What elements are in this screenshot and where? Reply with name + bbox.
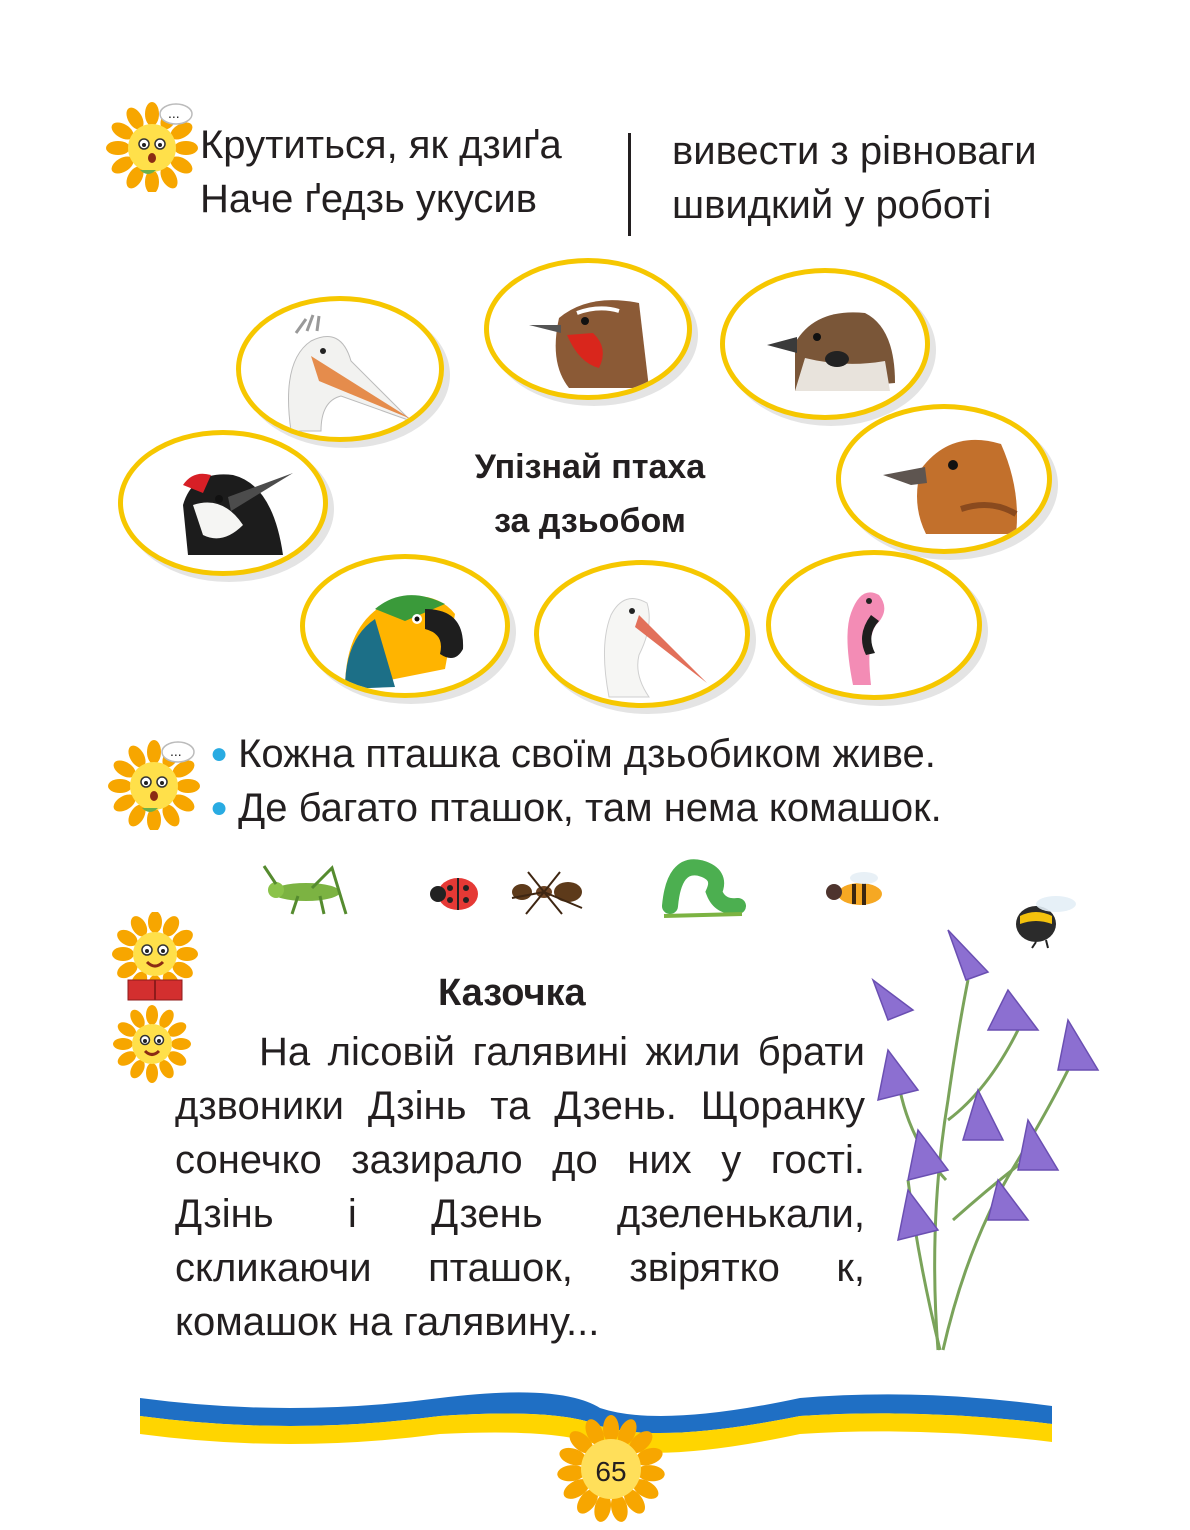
- parrot-icon: [305, 559, 505, 693]
- flamingo-icon: [771, 555, 977, 695]
- ladybug-icon: [424, 868, 486, 918]
- bird-oval-parrot: [300, 554, 510, 698]
- grasshopper-icon: [262, 862, 358, 920]
- bird-oval-robin: [484, 258, 692, 400]
- proverb-item: [210, 730, 936, 778]
- svg-text:...: ...: [170, 743, 182, 759]
- svg-text:...: ...: [168, 105, 180, 121]
- woodpecker-icon: [123, 435, 323, 571]
- idioms-divider: [628, 133, 631, 236]
- bird-oval-pelican: [236, 296, 444, 442]
- sunflower-reading-mascot-icon: [108, 912, 202, 1004]
- stork-icon: [539, 565, 745, 703]
- idiom-meaning-item: вивести з рівноваги: [672, 129, 1037, 173]
- caterpillar-icon: [660, 848, 746, 922]
- bird-oval-sparrow: [720, 268, 930, 420]
- proverb-text: Де багато пташок, там нема комашок.: [238, 786, 942, 830]
- sunflower-mascot-icon: [108, 738, 200, 830]
- idiom-item: Крутиться, як дзиґа: [200, 123, 562, 167]
- bee-icon: [816, 868, 896, 916]
- birds-title-line: Упізнай птаха: [474, 448, 706, 486]
- robin-icon: [489, 263, 687, 395]
- story-text: На лісовій галявині жили брати дзвоники Дзінь та Дзень. Щоранку сонечко зазирало до них у гості. Дзінь і Дзень дзеленькали, скликаючи пташок, звірятко к, комашок на галявину...: [175, 1030, 865, 1344]
- sparrow-icon: [725, 273, 925, 415]
- bullet-icon: ●: [210, 737, 229, 770]
- story-title: Казочка: [438, 972, 586, 1014]
- page-number: 65: [595, 1456, 627, 1487]
- idiom-item: Наче ґедзь укусив: [200, 177, 537, 221]
- bird-oval-flamingo: [766, 550, 982, 700]
- birds-title: [400, 440, 780, 548]
- idioms-left-column: [200, 118, 562, 226]
- bellflower-icon: [868, 920, 1108, 1360]
- ant-icon: [504, 862, 592, 922]
- bullet-icon: ●: [210, 791, 229, 824]
- sunflower-mascot-icon: [106, 100, 198, 192]
- idioms-right-column: [672, 124, 1037, 232]
- birds-title-line: за дзьобом: [494, 502, 686, 540]
- proverb-item: [210, 784, 942, 832]
- bird-oval-woodpecker: [118, 430, 328, 576]
- bird-oval-stork: [534, 560, 750, 708]
- idiom-meaning-item: швидкий у роботі: [672, 183, 992, 227]
- crossbill-icon: [841, 409, 1047, 549]
- proverb-text: Кожна пташка своїм дзьобиком живе.: [238, 732, 936, 776]
- bird-oval-crossbill: [836, 404, 1052, 554]
- pelican-icon: [241, 301, 439, 437]
